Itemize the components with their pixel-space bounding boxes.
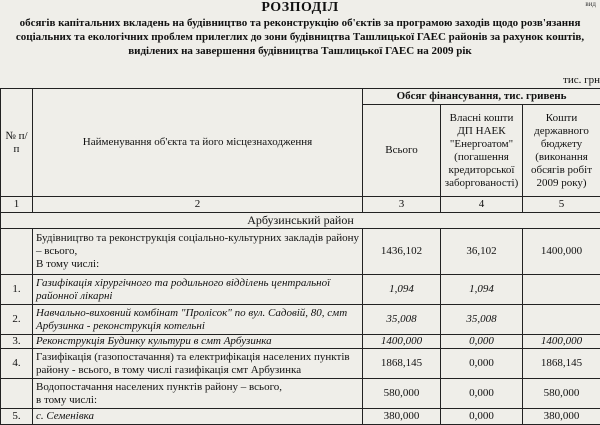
row-name: Навчально-виховний комбінат "Пролісок" по вул. Садовій, 80, смт Арбузинка - реконструкція котельні <box>33 305 363 335</box>
col-number: 3 <box>363 197 441 213</box>
allocation-table <box>0 88 600 425</box>
row-num: 3. <box>1 335 33 349</box>
row-name <box>33 229 363 275</box>
table-row <box>1 409 600 425</box>
row-num <box>1 379 33 409</box>
col-number: 2 <box>33 197 363 213</box>
header-own-funds: Власні кошти ДП НАЕК "Енергоатом" (погашення кредиторської заборгованості) <box>441 105 523 197</box>
row-subnote: в тому числі: <box>36 393 98 406</box>
row-name-text: Будівництво та реконструкція соціально-культурних закладів району – всього, <box>36 232 359 257</box>
row-num: 2. <box>1 305 33 335</box>
column-number-row <box>1 197 600 213</box>
row-own: 0,000 <box>441 409 523 425</box>
row-state <box>523 305 600 335</box>
header-state-budget: Кошти державного бюджету (виконання обсягів робіт 2009 року) <box>523 105 600 197</box>
col-number: 4 <box>441 197 523 213</box>
row-own: 0,000 <box>441 349 523 379</box>
row-total: 1,094 <box>363 275 441 305</box>
table-row <box>1 379 600 409</box>
row-subnote: В тому числі: <box>36 258 100 270</box>
header-num: № п/п <box>1 89 33 197</box>
row-own: 0,000 <box>441 379 523 409</box>
document-heading: обсягів капітальних вкладень на будівництво та реконструкцію об'єктів за програмою заходів щодо розв'язання соціальних та екологічних проблем прилеглих до зони будівництва Ташлицької ГАЕС районів за рахунок коштів, виділених на завершення будівництва Ташлицької ГАЕС на 2009 рік <box>15 17 585 57</box>
col-number: 1 <box>1 197 33 213</box>
row-name: Реконструкція Будинку культури в смт Арбузинка <box>33 335 363 349</box>
row-state: 1400,000 <box>523 335 600 349</box>
row-total: 380,000 <box>363 409 441 425</box>
row-state: 1400,000 <box>523 229 600 275</box>
header-total: Всього <box>363 105 441 197</box>
row-name: Газифікація хірургічного та родильного відділень центральної районної лікарні <box>33 275 363 305</box>
row-total: 1400,000 <box>363 335 441 349</box>
section-title: Арбузинський район <box>1 213 600 229</box>
row-num: 1. <box>1 275 33 305</box>
document-title: РОЗПОДІЛ <box>261 0 339 15</box>
row-state: 380,000 <box>523 409 600 425</box>
row-state: 1868,145 <box>523 349 600 379</box>
table-row <box>1 349 600 379</box>
table-row <box>1 335 600 349</box>
row-own: 1,094 <box>441 275 523 305</box>
table-row <box>1 305 600 335</box>
row-num <box>1 229 33 275</box>
row-total: 1868,145 <box>363 349 441 379</box>
row-name-text: Водопостачання населених пунктів району – всього, <box>36 380 283 393</box>
row-state <box>523 275 600 305</box>
row-total: 580,000 <box>363 379 441 409</box>
header-name: Найменування об'єкта та його місцезнаходження <box>33 89 363 197</box>
row-own: 36,102 <box>441 229 523 275</box>
row-total: 35,008 <box>363 305 441 335</box>
row-name <box>33 379 363 409</box>
row-name: Газифікація (газопостачання) та електрифікація населених пунктів району - всього, в тому числі газифікація смт Арбузинка <box>33 349 363 379</box>
table-row <box>1 275 600 305</box>
row-num: 5. <box>1 409 33 425</box>
units-label: тис. грн <box>563 74 600 86</box>
table-row <box>1 229 600 275</box>
row-own: 35,008 <box>441 305 523 335</box>
row-total: 1436,102 <box>363 229 441 275</box>
header-financing: Обсяг фінансування, тис. гривень <box>363 89 600 105</box>
row-num: 4. <box>1 349 33 379</box>
col-number: 5 <box>523 197 600 213</box>
top-note: вид <box>585 0 596 8</box>
row-state: 580,000 <box>523 379 600 409</box>
row-own: 0,000 <box>441 335 523 349</box>
row-name: с. Семенівка <box>33 409 363 425</box>
